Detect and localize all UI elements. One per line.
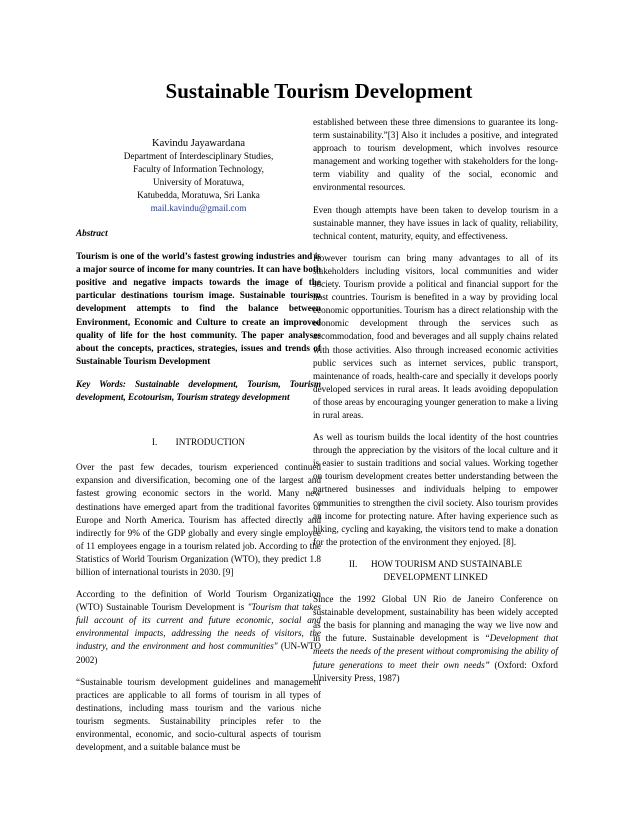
author-name: Kavindu Jayawardana [151,138,245,149]
paragraph: Over the past few decades, tourism experienced continued expansion and diversification, becoming one of the largest and fastest growing economic sectors in the world. Many new destinations have emerged apart from the traditional favorites of Europe and North America. Tourism has affected directly and indirectly for 9% of the GDP globally and every single employee of 11 employees engage in a tourism related job. According to the Statistics of World Tourism Organization (WTO), they predict 1.8 billion of international tourists in 2030. [9] [76,462,321,577]
affiliation-line: University of Moratuwa, [152,177,245,187]
section-heading-linked [313,558,558,584]
text-span: (UN-WTO 2002) [76,641,321,665]
paper-title: Sustainable Tourism Development [165,79,473,103]
author-email-link[interactable]: mail.kavindu@gmail.com [150,203,247,213]
left-column [76,137,321,763]
right-column [313,116,558,694]
abstract-heading: Abstract [76,228,108,238]
text-span: (Oxford: Oxford University Press, 1987) [313,659,558,683]
paragraph-definition [313,593,558,685]
affiliation-line: Faculty of Information Technology, [133,164,264,174]
abstract-text: Tourism is one of the world’s fastest growing industries and is a major source of income for many countries. It can have both positive and negative impacts towards the image of the particular destinations tourism image. Sustainable tourism development attempts to find the balance between Environment, Economic and Culture to create an improved quality of life for the host community. The paper analyses about the concepts, practices, strategies, issues and trends of Sustainable Tourism Development [76,251,321,366]
quote-span: “Development that meets the needs of the present without compromising the ability of future generations to meet their own needs” [313,633,559,670]
paragraph: established between these three dimensions to guarantee its long-term sustainability.”[3] Also it includes a positive, and integrated approach to tourism development, which involves resource management and working together with stakeholders for the long-term viability and quality of the social, economic and environmental resources. [313,117,558,193]
affiliation-line: Katubedda, Moratuwa, Sri Lanka [137,190,260,200]
paragraph: “Sustainable tourism development guidelines and management practices are applicable to all forms of tourism in all types of destinations, including mass tourism and the various niche tourism segments. Sustainability principles refer to the environmental, economic, and socio-cultural aspects of tourism development, and a suitable balance must be [76,676,321,753]
affiliation-line: Department of Interdesciplinary Studies, [123,151,274,161]
paragraph: As well as tourism builds the local identity of the host countries through the appreciation by the visitors of the local culture and it is easier to sustain traditions and social values. Working together on tourism development creates better understanding between the partnered businesses and individuals helping to empower communities to strengthen the civil society. Also tourism provides an income for protecting nature. After having experience such as hiking, cycling and kayaking, the visitors tend to make a donation for the protection of the environment they enjoyed. [8]. [313,432,558,547]
section-heading-introduction: I. INTRODUCTION [151,437,246,448]
keywords: Key Words: Sustainable development, Tourism, Tourism development, Ecotourism, Tourism strategy development [76,378,321,403]
author-block [76,137,321,215]
section-heading-line: DEVELOPMENT LINKED [383,572,488,582]
section-heading-line: II. HOW TOURISM AND SUSTAINABLE [348,558,523,569]
quote-span: "Tourism that takes full account of its current and future economic, social and environmental impacts, addressing the needs of visitors, the industry, and the environment and host communities" [76,602,321,652]
paragraph: However tourism can bring many advantages to all of its stakeholders including visitors, local communities and wider society. Tourism provide a political and financial support for the host countries. Tourism is benefited in a way by providing local economic opportunities. Tourism has a direct relationship with the economic development through the services such as accommodation, food and beverages and all supply chains related with those activities. Also through increased economic activities public services such as internet services, public transport, maintenance of roads, health-care and specially it develops poorly developed services in rural areas. It leads avoiding depopulation of those areas by encouraging younger generation to make a living in rural areas. [313,252,558,420]
paragraph: Even though attempts have been taken to develop tourism in a sustainable manner, they have issues in lack of quality, reliability, technical content, maturity, equity, and effectiveness. [313,204,558,241]
text-span: According to the definition of World Tourism Organization (WTO) Sustainable Tourism Development is [76,589,321,613]
text-span: Since the 1992 Global UN Rio de Janeiro Conference on sustainable development, sustainability has been widely accepted as the basis for planning and managing the way we live now and in the future. Sustainable development is [313,594,558,644]
paragraph-definition [76,588,321,667]
